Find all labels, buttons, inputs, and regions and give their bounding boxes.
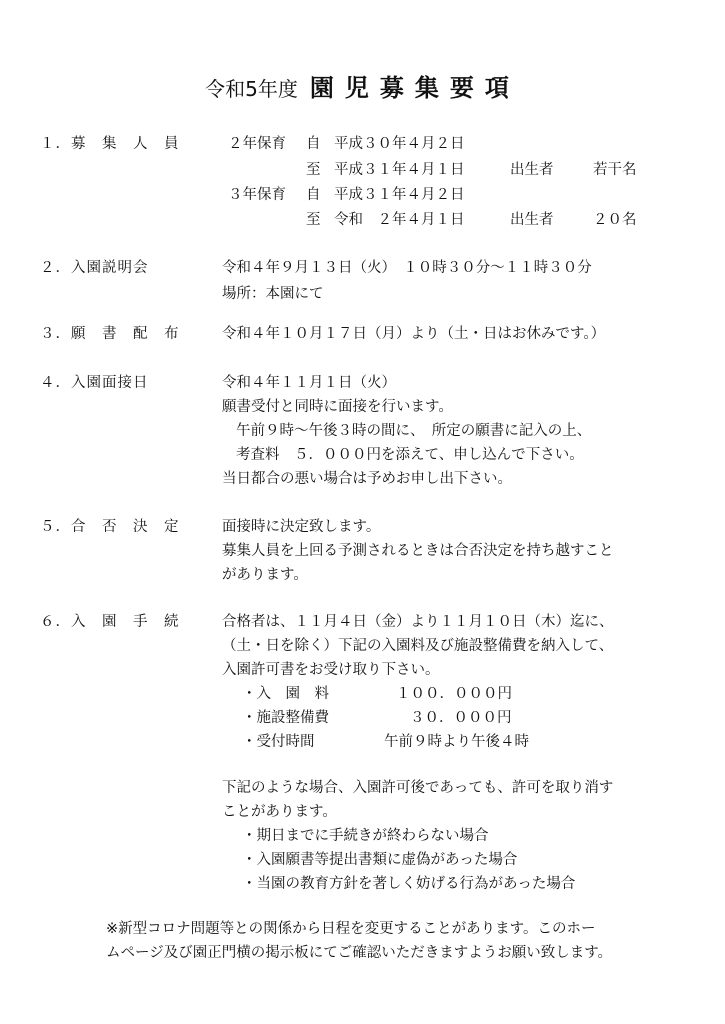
- section-6-label: ６．入 園 手 続: [40, 614, 180, 630]
- s6-line1: 合格者は、１１月４日（金）より１１月１０日（木）迄に、: [222, 614, 614, 630]
- page-title: [0, 68, 725, 103]
- s5-line1: 面接時に決定致します。: [222, 519, 381, 535]
- cancel-bullet-item: ・期日までに手続きが終わらない場合: [242, 828, 489, 844]
- section-1-label: １．募 集 人 員: [40, 136, 180, 152]
- s1-to-label: 至: [306, 162, 321, 178]
- s5-line3: があります。: [222, 567, 308, 583]
- s1-date-from-2year: 平成３０年４月２日: [334, 136, 465, 152]
- s2-datetime: 令和４年９月１３日（火） １０時３０分～１１時３０分: [222, 260, 592, 276]
- s1-class-3year: ３年保育: [228, 187, 286, 203]
- s2-place: 場所：本園にて: [222, 286, 324, 302]
- s1-count-2year: 若干名: [593, 162, 637, 178]
- s5-line2: 募集人員を上回る予測されるときは合否決定を持ち越すこと: [222, 543, 614, 559]
- s1-class-2year: ２年保育: [228, 136, 286, 152]
- s6-line3: 入園許可書をお受け取り下さい。: [222, 662, 440, 678]
- s4-line5: 当日都合の悪い場合は予めお申し出下さい。: [222, 471, 512, 487]
- s1-born-label: 出生者: [510, 162, 554, 178]
- s4-date: 令和４年１１月１日（火）: [222, 375, 396, 391]
- s1-date-from-3year: 平成３１年４月２日: [334, 187, 465, 203]
- s6-line2: （土・日を除く）下記の入園料及び施設整備費を納入して、: [222, 638, 614, 654]
- s3-distribution-date: 令和４年１０月１７日（月）より（土・日はお休みです。）: [222, 326, 606, 342]
- fee-item-name: ・施設整備費: [242, 710, 329, 726]
- s4-line3: 午前９時～午後３時の間に、 所定の願書に記入の上、: [236, 423, 592, 439]
- s6-cancel-line1: 下記のような場合、入園許可後であっても、許可を取り消す: [222, 780, 614, 796]
- fee-item-name: ・受付時間: [242, 734, 315, 750]
- cancel-bullet-item: ・当園の教育方針を著しく妨げる行為があった場合: [242, 876, 576, 892]
- section-3-label: ３．願 書 配 布: [40, 326, 180, 342]
- cancel-bullet-item: ・入園願書等提出書類に虚偽があった場合: [242, 852, 518, 868]
- s1-born-label-3year: 出生者: [510, 212, 554, 228]
- s1-count-3year: ２０名: [593, 212, 637, 228]
- s6-cancel-line2: ことがあります。: [222, 804, 337, 820]
- s4-line2: 願書受付と同時に面接を行います。: [222, 399, 453, 415]
- note-line2: ムページ及び園正門横の掲示板にてご確認いただきますようお願い致します。: [106, 945, 613, 961]
- title-year: 令和5年度: [205, 77, 298, 101]
- fee-item-value: １００．０００円: [396, 686, 512, 702]
- s4-line4: 考査料 ５．０００円を添えて、申し込んで下さい。: [236, 447, 584, 463]
- note-line1: ※新型コロナ問題等との関係から日程を変更することがあります。このホー: [106, 921, 596, 937]
- s1-date-to-3year: 令和 ２年４月１日: [334, 212, 465, 228]
- s1-to-label-3year: 至: [306, 212, 321, 228]
- s1-from-label: 自: [306, 136, 321, 152]
- section-5-label: ５．合 否 決 定: [40, 519, 180, 535]
- s1-date-to-2year: 平成３１年４月１日: [334, 162, 465, 178]
- fee-item-value: ３０．０００円: [410, 710, 512, 726]
- fee-item-name: ・入 園 料: [242, 686, 329, 702]
- title-main: 園児募集要項: [309, 74, 520, 102]
- s1-from-label-3year: 自: [306, 187, 321, 203]
- section-4-label: ４．入園面接日: [40, 375, 149, 391]
- fee-item-value: 午前９時より午後４時: [384, 734, 529, 750]
- section-2-label: ２．入園説明会: [40, 260, 149, 276]
